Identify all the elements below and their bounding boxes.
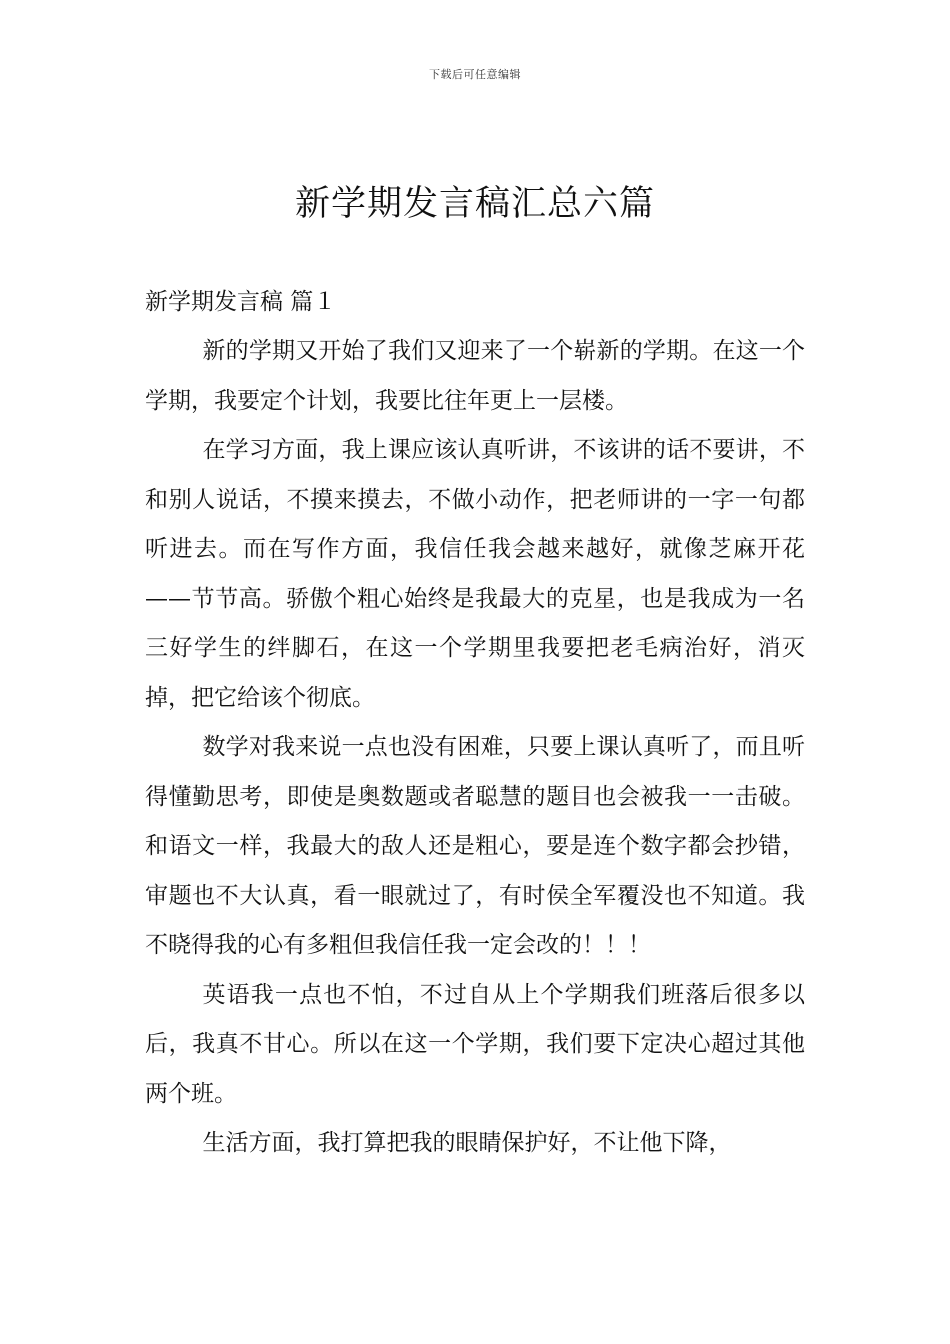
paragraph: 英语我一点也不怕，不过自从上个学期我们班落后很多以后，我真不甘心。所以在这一个学期，我们要下定决心超过其他两个班。: [145, 981, 805, 1107]
section-heading: 新学期发言稿 篇１: [145, 289, 337, 315]
paragraph: 数学对我来说一点也没有困难，只要上课认真听了，而且听得懂勤思考，即使是奥数题或者聪慧的题目也会被我一一击破。和语文一样，我最大的敌人还是粗心，要是连个数字都会抄错，审题也不大认真，看一眼就过了，有时侯全军覆没也不知道。我不晓得我的心有多粗但我信任我一定会改的！！！: [145, 734, 805, 958]
header-note: 下载后可任意编辑: [429, 68, 521, 81]
paragraph: 在学习方面，我上课应该认真听讲，不该讲的话不要讲，不和别人说话，不摸来摸去，不做小动作，把老师讲的一字一句都听进去。而在写作方面，我信任我会越来越好，就像芝麻开花——节节高。骄傲个粗心始终是我最大的克星，也是我成为一名三好学生的绊脚石，在这一个学期里我要把老毛病治好，消灭掉，把它给该个彻底。: [145, 437, 805, 711]
document-title: 新学期发言稿汇总六篇: [294, 184, 655, 224]
paragraph: 生活方面，我打算把我的眼睛保护好，不让他下降，: [202, 1130, 732, 1156]
document-body: [145, 278, 805, 1169]
paragraph: 新的学期又开始了我们又迎来了一个崭新的学期。在这一个学期，我要定个计划，我要比往年更上一层楼。: [145, 338, 805, 414]
